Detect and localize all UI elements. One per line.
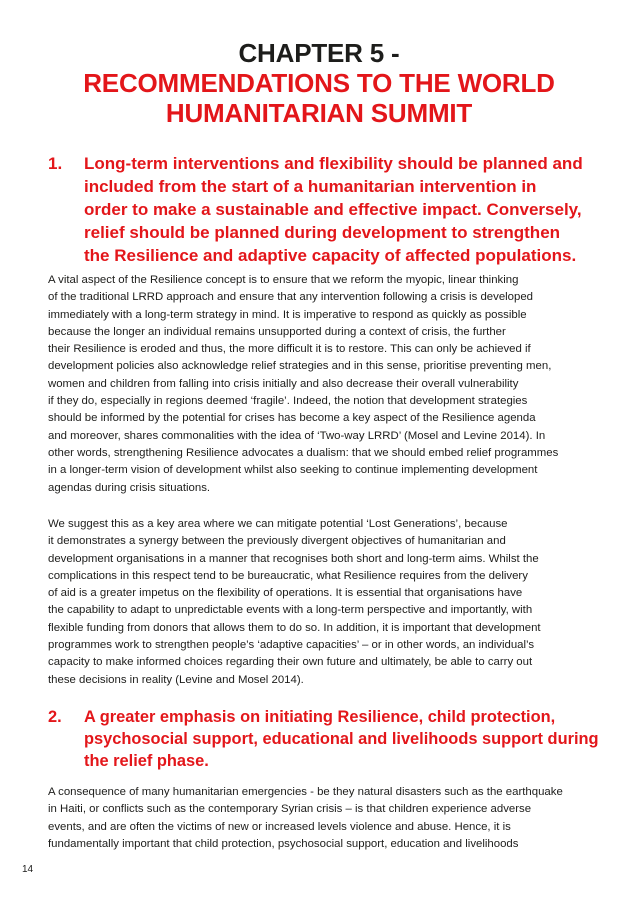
recommendation-heading-text <box>84 152 598 267</box>
paragraph-line: women and children from falling into crisis initially and also decrease their overall vulnerability <box>48 377 519 390</box>
paragraph-line: We suggest this as a key area where we can mitigate potential ‘Lost Generations’, because <box>48 518 508 530</box>
paragraph-line: of the traditional LRRD approach and ensure that any intervention following a crisis is developed <box>48 291 534 304</box>
body-paragraph <box>48 784 598 853</box>
paragraph-line: should be informed by the potential for crises has become a key aspect of the Resilience agenda <box>48 412 536 425</box>
heading-line: relief should be planned during development to strengthen <box>84 223 561 242</box>
paragraph-line: flexible funding from donors that allows them to do so. In addition, it is important that development <box>48 621 541 634</box>
paragraph-line: their Resilience is eroded and thus, the more difficult it is to restore. This can only be achieved if <box>48 343 531 356</box>
paragraph-line: A vital aspect of the Resilience concept is to ensure that we reform the myopic, linear thinking <box>48 274 519 286</box>
heading-line: included from the start of a humanitarian intervention in <box>84 177 537 196</box>
paragraph-line: development organisations in a manner that recognises both short and long-term aims. Whilst the <box>48 552 539 565</box>
paragraph-line: these decisions in reality (Levine and Mosel 2014). <box>48 673 304 686</box>
paragraph-line: fundamentally important that child protection, psychosocial support, education and livelihoods <box>48 837 519 850</box>
heading-line: A greater emphasis on initiating Resilience, child protection, <box>84 708 556 726</box>
paragraph-line: in Haiti, or conflicts such as the contemporary Syrian crisis – is that children experience adverse <box>48 803 532 816</box>
recommendation-1-heading <box>48 152 598 267</box>
recommendation-2-heading <box>48 706 598 772</box>
paragraph-line: and moreover, shares commonalities with the idea of ‘Two-way LRRD’ (Mosel and Levine 2014). In <box>48 429 546 442</box>
paragraph-line: it demonstrates a synergy between the previously divergent objectives of humanitarian and <box>48 535 506 548</box>
chapter-number: CHAPTER 5 - <box>238 38 400 68</box>
heading-line: order to make a sustainable and effective impact. Conversely, <box>84 200 582 219</box>
paragraph-line: the capability to adapt to unpredictable events with a long-term perspective and importantly, with <box>48 604 533 617</box>
chapter-title-line: HUMANITARIAN SUMMIT <box>165 98 473 128</box>
paragraph-line: in a longer-term vision of development whilst also seeking to continue implementing development <box>48 464 538 477</box>
chapter-title-line: RECOMMENDATIONS TO THE WORLD <box>83 68 555 98</box>
recommendation-number: 2. <box>48 708 62 726</box>
chapter-header <box>0 38 638 128</box>
heading-line: the Resilience and adaptive capacity of affected populations. <box>84 246 577 265</box>
paragraph-line: A consequence of many humanitarian emergencies - be they natural disasters such as the earthquake <box>48 786 563 798</box>
paragraph-line: of aid is a greater impetus on the flexibility of operations. It is essential that organisations have <box>48 587 523 600</box>
paragraph-line: agendas during crisis situations. <box>48 481 211 494</box>
paragraph-line: capacity to make informed choices regarding their own future and ultimately, be able to carry out <box>48 656 533 669</box>
paragraph-line: other words, strengthening Resilience advocates a dualism: that we should embed relief programmes <box>48 446 559 459</box>
paragraph-line: programmes work to strengthen people’s ‘adaptive capacities’ – or in other words, an individual’s <box>48 639 535 652</box>
paragraph-line: complications in this respect tend to be bureaucratic, what Resilience requires from the delivery <box>48 569 528 582</box>
heading-line: Long-term interventions and flexibility should be planned and <box>84 154 583 173</box>
paragraph-line: events, and are often the victims of new or increased levels violence and abuse. Hence, it is <box>48 820 511 833</box>
paragraph-line: because the longer an individual remains unsupported during a context of crisis, the further <box>48 325 506 338</box>
paragraph-line: immediately with a long-term strategy in mind. It is imperative to respond as quickly as possible <box>48 308 527 321</box>
body-paragraph <box>48 516 598 689</box>
recommendation-number: 1. <box>48 154 63 173</box>
recommendation-heading-text <box>84 706 598 772</box>
paragraph-line: if they do, especially in regions deemed ‘fragile’. Indeed, the notion that development strategies <box>48 395 528 408</box>
heading-line: the relief phase. <box>84 752 209 770</box>
paragraph-line: development policies also acknowledge relief strategies and in this sense, prioritise preventing men, <box>48 360 552 373</box>
page-number: 14 <box>22 864 34 875</box>
heading-line: psychosocial support, educational and livelihoods support during <box>84 730 599 748</box>
body-paragraph <box>48 272 598 497</box>
